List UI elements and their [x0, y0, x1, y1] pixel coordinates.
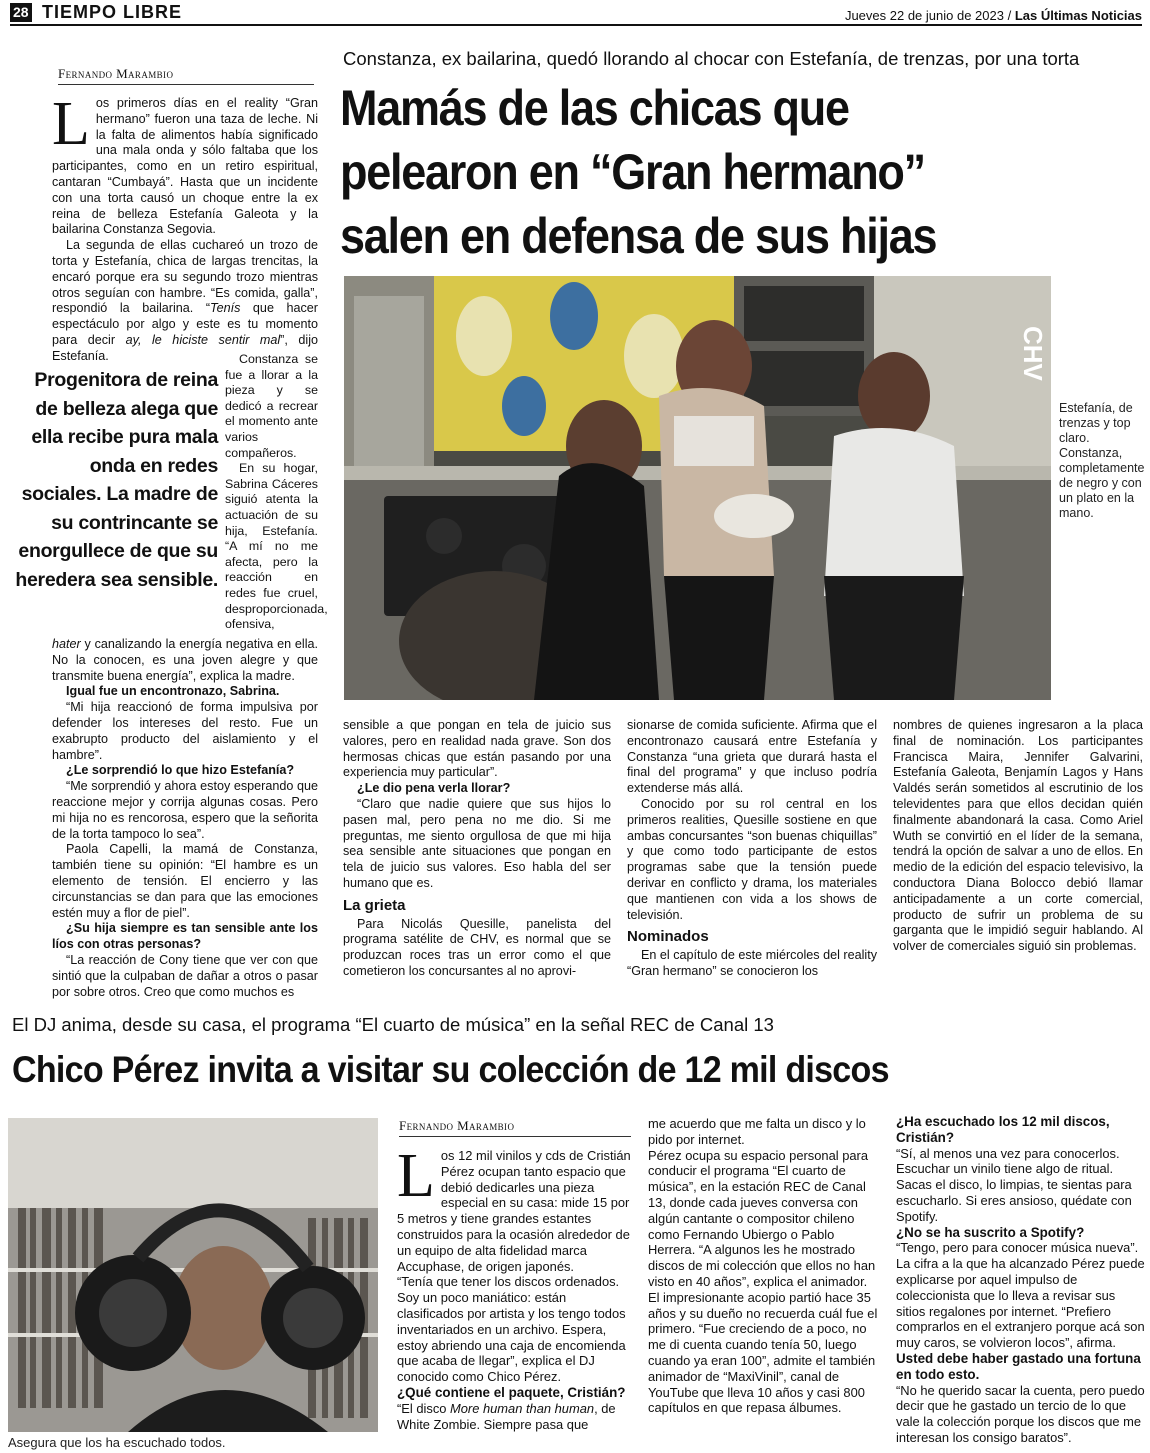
- article2-column3: [896, 1114, 1146, 1446]
- article2-question: ¿Ha escuchado los 12 mil discos, Cristián?: [896, 1114, 1110, 1145]
- page-number: 28: [10, 3, 32, 22]
- article2-paragraph: “Tengo, pero para conocer música nueva”. La cifra a la que ha alcanzado Pérez puede explicarse por aquel impulso de coleccionista que lo lleva a revisar sus sitios regalones por internet. “Prefiero comprarlos en el extranjero porque acá son muy caros, se volvieron locos”, afirma.: [896, 1240, 1145, 1351]
- article2-photo: [8, 1118, 378, 1432]
- article2-paragraph: “No he querido sacar la cuenta, pero puedo decir que he gastado un tercio de lo que vale la colección porque los discos que me interesan los consigo baratos”.: [896, 1382, 1145, 1445]
- article2-headline: Chico Pérez invita a visitar su colección de 12 mil discos: [12, 1049, 889, 1090]
- header-date: Jueves 22 de junio de 2023: [844, 8, 1004, 23]
- header-separator: /: [1007, 8, 1012, 23]
- article1-paragraph: sensible a que pongan en tela de juicio sus valores, pero en realidad nada grave. Son dos hermosas chicas que están pasando por una experiencia muy particular”.: [343, 718, 611, 780]
- page-header: [10, 2, 1142, 26]
- article1-kicker: Constanza, ex bailarina, quedó llorando al chocar con Estefanía, de trenzas, por una torta: [343, 48, 1080, 69]
- article2-paragraph: me acuerdo que me falta un disco y lo pido por internet.: [648, 1116, 866, 1147]
- article1-paragraph: “Claro que nadie quiere que sus hijos lo pasen mal, pero pena no me dio. Si me preguntas, me siento orgullosa de que mi hija sea sensible ante situaciones que pongan en tela de juicio sus valores. Eso habla del ser humano que es.: [343, 796, 611, 890]
- article1-paragraph: Conocido por su rol central en los primeros realities, Quesille sostiene en que ambas concursantes “son buenas chiquillas” y que como todo participante de estos programas sabe que la tensión puede derivar en conflicto y drama, los materiales que mantienen con vida a los shows de televisión.: [627, 796, 877, 922]
- article1-byline: Fernando Marambio: [58, 66, 314, 85]
- article2-paragraph: Pérez ocupa su espacio personal para conducir el programa “El cuarto de música”, en la estación REC de Canal 13, donde cada jueves conversa con algún cantante o compositor chileno como Fernando Ubiergo o Pablo Herrera. “A algunos les he mostrado discos de mi colección que ellos no han visto en 40 años”, explica el animador.: [648, 1147, 876, 1289]
- article1-narrow-column: [225, 352, 328, 633]
- header-dateline: [845, 8, 1142, 23]
- article1-headline: Mamás de las chicas que pelearon en “Gran hermano” salen en defensa de sus hijas: [340, 80, 937, 264]
- text-run: y canalizando la energía negativa en ella. No la conocen, es una joven alegre y que transmite buena energía”, explica la madre.: [52, 637, 318, 683]
- article1-paragraph: [52, 637, 318, 684]
- article1-paragraph: nombres de quienes ingresaron a la placa final de nominación. Los participantes Francisca Maira, Jennifer Galvarini, Estefanía Galeota, Benjamín Lagos y Hans Valdés serán sometidos al escrutinio de los televidentes para que ellos decidan quién finalmente abandonará la casa. Como Ariel Wuth se convirtió en el líder de la semana, tendrá la opción de salvar a uno de ellos. En medio de la edición del espacio televisivo, la conductora Diana Bolocco debió llamar anticipadamente a un corte comercial, producto de sufrir un problema de su garganta que le impidió seguir hablando. Al volver de comerciales siguió sin problemas.: [893, 718, 1143, 954]
- article2-question: ¿Qué contiene el paquete, Cristián?: [397, 1384, 626, 1400]
- article2-question: Usted debe haber gastado una fortuna en todo esto.: [896, 1350, 1141, 1382]
- article1-question: ¿Le sorprendió lo que hizo Estefanía?: [66, 763, 295, 778]
- article1-paragraph: Constanza se fue a llorar a la pieza y se dedicó a recrear el momento ante varios compañeros.: [225, 352, 318, 460]
- article2-column1: [397, 1142, 631, 1432]
- article1-subhead: La grieta: [343, 896, 406, 914]
- article2-column2: [648, 1116, 880, 1416]
- text-run: Tenís: [210, 301, 241, 316]
- article2-paragraph: “Tenía que tener los discos ordenados. Soy un poco maniático: están clasificados por artista y los tengo todos inventariados en un archivo. Espera, estoy abriendo una caja de encomienda que acaba de llegar”, explica el DJ conocido como Chico Pérez.: [397, 1274, 626, 1385]
- article1-column3: [627, 718, 877, 980]
- article1-paragraph: “La reacción de Cony tiene que ver con que sintió que la culpaban de dañar a otros o pasar por sobre otros. Creo que como muchos es: [52, 952, 318, 999]
- article2-caption: Asegura que los ha escuchado todos.: [8, 1435, 226, 1450]
- article1-paragraph: “Mi hija reaccionó de forma impulsiva por defender los intereses del resto. Fue un exabrupto producto del aislamiento y el hambre”.: [52, 700, 318, 762]
- article1-caption: Estefanía, de trenzas y top claro. Constanza, completamente de negro y con un plato en la mano.: [1059, 401, 1145, 520]
- text-run: , de White Zombie. Siempre pasa que: [397, 1400, 616, 1432]
- text-run: que hacer espectáculo por algo y este es tu momento para decir: [52, 301, 318, 347]
- text-run: More human than human: [450, 1400, 595, 1416]
- article1-question: Igual fue un encontronazo, Sabrina.: [66, 684, 280, 699]
- article1-column2: [343, 718, 611, 980]
- article2-paragraph: [397, 1401, 631, 1433]
- article2-paragraph: os 12 mil vinilos y cds de Cristián Pérez ocupan tanto espacio que debió dedicarles una pieza especial en su casa: mide 15 por 5 metros y tiene grandes estantes construidos para la ocasión alrededor de un equipo de alta fidelidad marca Accuphase, de origen japonés.: [397, 1148, 631, 1274]
- article1-paragraph: En su hogar, Sabrina Cáceres siguió atenta la actuación de su hija, Estefanía. “A mí no me afecta, pero la reacción en redes fue cruel, desproporcionada, ofensiva,: [225, 461, 328, 632]
- section-title: TIEMPO LIBRE: [42, 2, 183, 22]
- article2-dropcap: L: [397, 1142, 435, 1210]
- text-run: “El disco: [397, 1400, 451, 1416]
- dj-photo-graphic: [8, 1118, 378, 1432]
- article1-paragraph: os primeros días en el reality “Gran hermano” fueron una taza de leche. Ni la falta de alimentos había significado una mala onda y sólo faltaba que los participantes, como en un retiro espiritual, cantaran “Cumbayá”. Hasta que un incidente con una torta causó un choque entre la ex reina de belleza Estefanía Galeota y la bailarina Constanza Segovia.: [52, 96, 318, 237]
- kitchen-scene-graphic: [344, 276, 1051, 700]
- article1-paragraph: Paola Capelli, la mamá de Constanza, también tiene su opinión: “El hambre es un elemento de tensión. El encierro y las circunstancias se dan para que las emociones estén muy a flor de piel”.: [52, 842, 318, 920]
- article1-dropcap: L: [52, 90, 90, 158]
- article2-kicker: El DJ anima, desde su casa, el programa “El cuarto de música” en la señal REC de Canal 13: [12, 1014, 774, 1035]
- article1-paragraph: “Me sorprendió y ahora estoy esperando que reaccione mejor y corrija algunas cosas. Pero mi hija no es rencorosa, espero que la señorita de la torta tampoco lo sea”.: [52, 779, 318, 841]
- article1-column1: [52, 90, 319, 365]
- text-run: ”, dijo Estefanía.: [52, 332, 319, 363]
- article1-column1-lower: [52, 637, 318, 1000]
- text-run: La segunda de ellas cuchareó un trozo de torta y Estefanía, chica de largas trencitas, la encaró porque era su segundo trozo mientras otros seguían con hambre. “Es comida, galla”, respondió la bailarina. “: [52, 238, 318, 316]
- article1-question: ¿Su hija siempre es tan sensible ante los líos con otras personas?: [52, 921, 318, 952]
- article1-paragraph: [52, 238, 318, 364]
- article1-paragraph: En el capítulo de este miércoles del reality “Gran hermano” se conocieron los: [627, 948, 877, 978]
- header-paper: Las Últimas Noticias: [1014, 8, 1142, 23]
- watermark-text: CHV: [1018, 326, 1048, 381]
- article1-subhead: Nominados: [627, 928, 709, 946]
- article2-question: ¿No se ha suscrito a Spotify?: [896, 1224, 1085, 1240]
- article1-pullquote: Progenitora de reina de belleza alega que ella recibe pura mala onda en redes sociales. La madre de su contrincante se enorgullece de que su heredera sea sensible.: [15, 369, 218, 591]
- text-run: ay, le hiciste sentir mal: [125, 332, 281, 347]
- article1-paragraph: Para Nicolás Quesille, panelista del programa satélite de CHV, es normal que se produzcan roces tras un error como el que cometieron los concursantes al no aprovi-: [343, 916, 611, 978]
- article1-paragraph: sionarse de comida suficiente. Afirma que el encontronazo causará entre Estefanía y Constanza “una grieta que durará hasta el final del programa” y que incluso podría extenderse más allá.: [627, 718, 877, 796]
- article2-paragraph: “Sí, al menos una vez para conocerlos. Escuchar un vinilo tiene algo de ritual. Sacas el disco, lo limpias, te sientas para escucharlo. Si eres ansioso, quédate con Spotify.: [896, 1145, 1132, 1224]
- text-run: hater: [52, 637, 81, 651]
- article2-paragraph: El impresionante acopio partió hace 35 años y su dueño no recuerda cuál fue el primero. “Fue creciendo de a poco, no me di cuenta cuando tenía 50, luego cuando ya eran 100”, admite el también animador de “MaxiVinil”, canal de YouTube que lleva 10 años y casi 800 capítulos en que repasa álbumes.: [648, 1289, 878, 1416]
- article1-question: ¿Le dio pena verla llorar?: [357, 781, 511, 796]
- article1-photo: [344, 276, 1051, 700]
- article2-byline: Fernando Marambio: [399, 1118, 631, 1137]
- article1-column4: [893, 718, 1143, 955]
